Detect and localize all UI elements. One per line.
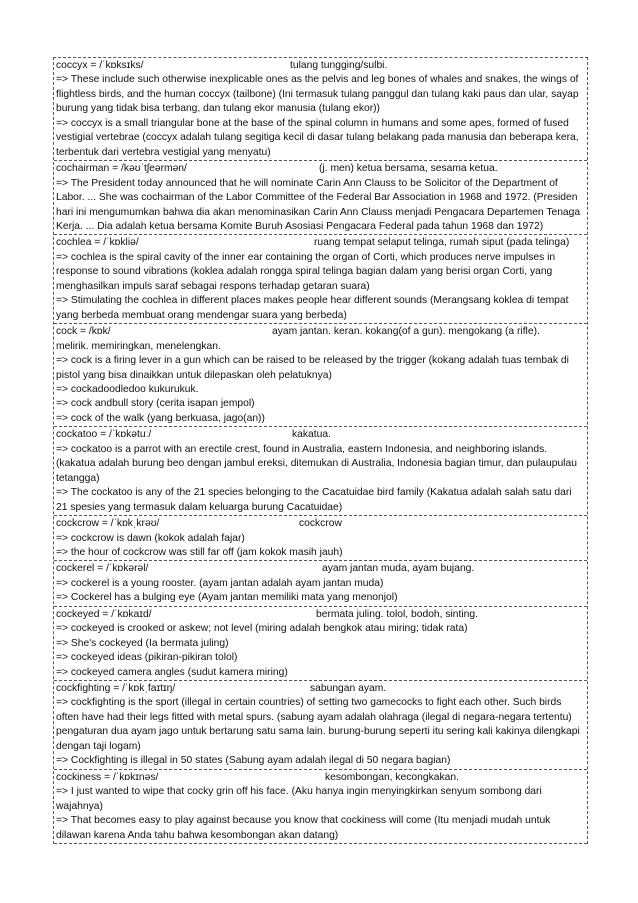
headword-pronunciation: cockiness = /ˈkɒkɪnəs/ bbox=[56, 771, 159, 783]
headword-definition: kesombongan, kecongkakan. bbox=[325, 771, 459, 783]
headword-pronunciation: cockcrow = /ˈkɒkˌkrəʊ/ bbox=[56, 518, 160, 530]
entry-head bbox=[56, 59, 585, 73]
dictionary-page bbox=[53, 57, 588, 844]
example-line: => These include such otherwise inexplicable ones as the pelvis and leg bones of whales and snakes, the wings of flightless birds, and the human coccyx (tailbone) (Ini termasuk tulang panggul dan tulang kaki paus dan ular, sayap burung yang tidak bisa terbang, dan tulang ekor manusia (tulang ekor)) bbox=[56, 74, 579, 115]
headword-pronunciation: cockeyed = /ˈkɒkaɪd/ bbox=[56, 608, 152, 620]
entry-head bbox=[56, 562, 585, 576]
example-line: => cock of the walk (yang berkuasa, jago(an)) bbox=[56, 412, 265, 424]
example-line: => Cockfighting is illegal in 50 states (Sabung ayam adalah ilegal di 50 negara bagian) bbox=[56, 755, 451, 767]
entry-cockeyed bbox=[54, 607, 587, 681]
example-line: => cockeyed camera angles (sudut kamera miring) bbox=[56, 666, 288, 678]
example-line: => The President today announced that he will nominate Carin Ann Clauss to be Solicitor of the Department of Labor. ... She was cochairman of the Labor Committee of the Federal Bar Association in 1968 and 1972. (Presiden hari ini mengumumkan bahwa dia akan menominasikan Carin Ann Clauss menjadi Pengacara Departemen Tenaga Kerja. ... Dia adalah ketua bersama Komite Buruh Asosiasi Pengacara Federal pada tahun 1968 dan 1972) bbox=[56, 177, 581, 232]
headword-pronunciation: cockfighting = /ˈkɒkˌfaɪtɪŋ/ bbox=[56, 683, 176, 695]
headword-pronunciation: cochairman = /kəʊˈtʃeərmən/ bbox=[56, 163, 187, 175]
headword-definition: sabungan ayam. bbox=[310, 683, 387, 695]
example-line: => cockeyed ideas (pikiran-pikiran tolol) bbox=[56, 652, 238, 664]
headword-definition: ayam jantan muda, ayam bujang. bbox=[322, 563, 475, 575]
example-line: => cockadoodledoo kukurukuk. bbox=[56, 383, 199, 395]
headword-definition: tulang tungging/sulbi. bbox=[290, 60, 388, 71]
example-line: => the hour of cockcrow was still far off (jam kokok masih jauh) bbox=[56, 546, 343, 558]
headword-definition: ruang tempat selaput telinga, rumah siput (pada telinga) bbox=[314, 237, 570, 249]
entry-head bbox=[56, 517, 585, 531]
example-line: => She's cockeyed (Ia bermata juling) bbox=[56, 637, 229, 649]
headword-pronunciation: cockerel = /ˈkɒkərəl/ bbox=[56, 563, 149, 575]
entry-cock bbox=[54, 324, 587, 427]
entry-coccyx bbox=[54, 58, 587, 161]
headword-pronunciation: cock = /kɒk/ bbox=[56, 326, 111, 338]
entry-head bbox=[56, 771, 585, 785]
entry-cochlea bbox=[54, 235, 587, 324]
example-line: => Stimulating the cochlea in different places makes people hear different sounds (Merangsang koklea di tempat yang berbeda membuat orang mendengar suara yang berbeda) bbox=[56, 295, 569, 321]
example-line: => Cockerel has a bulging eye (Ayam jantan memiliki mata yang menonjol) bbox=[56, 592, 398, 604]
example-line: => cockcrow is dawn (kokok adalah fajar) bbox=[56, 532, 245, 544]
headword-definition: bermata juling. tolol, bodoh, sinting. bbox=[316, 608, 478, 620]
example-line: => cock is a firing lever in a gun which can be raised to be released by the trigger (kokang adalah tuas tembak di pistol yang bisa dinaikkan untuk dilepaskan oleh pelatuknya) bbox=[56, 355, 569, 381]
example-line: => The cockatoo is any of the 21 species belonging to the Cacatuidae bird family (Kakatua adalah salah satu dari 21 spesies yang termasuk dalam keluarga burung Cacatuidae) bbox=[56, 487, 572, 513]
example-line: => cockeyed is crooked or askew; not level (miring adalah bengkok atau miring; tidak rata) bbox=[56, 623, 468, 635]
entry-cockcrow bbox=[54, 516, 587, 561]
example-line: => coccyx is a small triangular bone at the base of the spinal column in humans and some apes, formed of fused vestigial vertebrae (coccyx adalah tulang segitiga kecil di dasar tulang belakang pada manusia dan beberapa kera, terbentuk dari vertebra vestigial yang menyatu) bbox=[56, 117, 579, 158]
entry-head bbox=[56, 325, 585, 339]
headword-pronunciation: cockatoo = /ˈkɒkətuː/ bbox=[56, 429, 152, 441]
example-line: => I just wanted to wipe that cocky grin off his face. (Aku hanya ingin menyingkirkan senyum sombong dari wajahnya) bbox=[56, 786, 542, 812]
example-line: => cochlea is the spiral cavity of the inner ear containing the organ of Corti, which produces nerve impulses in response to sound vibrations (koklea adalah rongga spiral telinga bagian dalam yang berisi organ Corti, yang menghasilkan impuls saraf sebagai respons terhadap getaran suara) bbox=[56, 251, 556, 292]
entry-head bbox=[56, 682, 585, 696]
headword-definition: (j. men) ketua bersama, sesama ketua. bbox=[319, 163, 498, 175]
entry-head bbox=[56, 428, 585, 442]
entry-cochairman bbox=[54, 161, 587, 235]
headword-definition: kakatua. bbox=[292, 429, 331, 441]
headword-definition: cockcrow bbox=[299, 518, 342, 530]
example-line: melirik. memiringkan, menelengkan. bbox=[56, 340, 221, 352]
headword-pronunciation: coccyx = /ˈkɒksɪks/ bbox=[56, 60, 144, 71]
entry-head bbox=[56, 608, 585, 622]
example-line: => cock andbull story (cerita isapan jempol) bbox=[56, 398, 255, 410]
headword-definition: ayam jantan. keran. kokang(of a gun). mengokang (a rifle). bbox=[272, 326, 540, 338]
entry-cockfighting bbox=[54, 681, 587, 770]
headword-pronunciation: cochlea = /ˈkɒkliə/ bbox=[56, 237, 139, 249]
example-line: => cockerel is a young rooster. (ayam jantan adalah ayam jantan muda) bbox=[56, 577, 384, 589]
example-line: => That becomes easy to play against because you know that cockiness will come (Itu menjadi mudah untuk dilawan karena Anda tahu bahwa kesombongan akan datang) bbox=[56, 815, 551, 841]
entry-cockiness bbox=[54, 770, 587, 844]
entry-cockatoo bbox=[54, 427, 587, 516]
entry-cockerel bbox=[54, 561, 587, 606]
entry-head bbox=[56, 162, 585, 176]
example-line: => cockatoo is a parrot with an erectile crest, found in Australia, eastern Indonesia, and neighboring islands. (kakatua adalah burung beo dengan jambul ereksi, ditemukan di Australia, Indonesia bagian timur, dan pulaupulau tetangga) bbox=[56, 443, 577, 484]
example-line: => cockfighting is the sport (illegal in certain countries) of setting two gamecocks to fight each other. Such birds often have had their legs fitted with metal spurs. (sabung ayam adalah olahraga (ilegal di negara-negara tertentu) pengaturan dua ayam jago untuk bertarung satu sama lain. burung-burung seperti itu sering kali kakinya dilengkapi dengan taji logam) bbox=[56, 697, 580, 752]
entry-head bbox=[56, 236, 585, 250]
